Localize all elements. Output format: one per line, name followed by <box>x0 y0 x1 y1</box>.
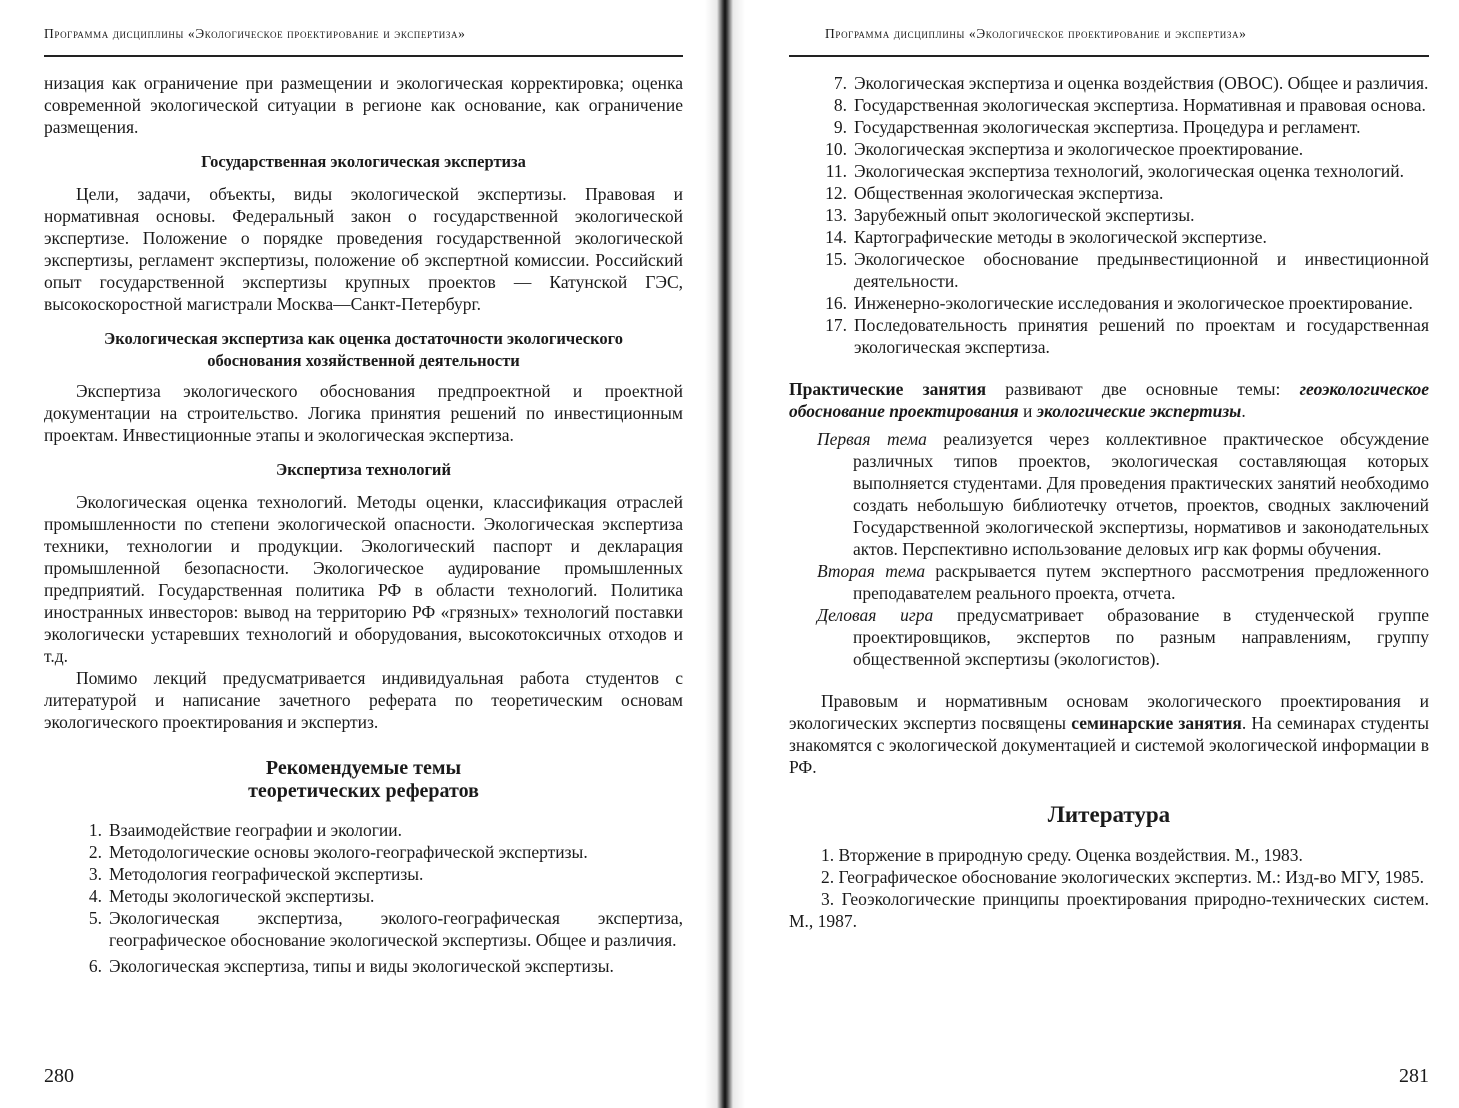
running-head: Программа дисциплины «Экологическое проектирование и экспертиза» <box>44 26 466 41</box>
list-item: 10. Экологическая экспертиза и экологическое проектирование. <box>825 139 1304 159</box>
right-page-body <box>789 72 1429 932</box>
section-heading: Экспертиза технологий <box>276 460 451 479</box>
list-item: 17. Последовательность принятия решений по проектам и государственная экологическая экспертиза. <box>825 315 1429 357</box>
list-item: 6. Экологическая экспертиза, типы и виды экологической экспертизы. <box>88 956 614 976</box>
literature-heading: Литература <box>1047 802 1171 827</box>
list-item: 13. Зарубежный опыт экологической экспертизы. <box>825 205 1195 225</box>
running-head: Программа дисциплины «Экологическое проектирование и экспертиза» <box>825 26 1247 41</box>
literature-list <box>789 844 1429 932</box>
theme-paragraph: Вторая тема раскрывается путем экспертного рассмотрения предложенного преподавателем реального проекта, отчета. <box>817 561 1429 603</box>
list-item: 14. Картографические методы в экологической экспертизе. <box>825 227 1267 247</box>
list-item: 5. Экологическая экспертиза, эколого-географическая экспертиза, географическое обоснование экологической экспертизы. Общее и различия. <box>88 908 683 950</box>
section-paragraph: Экологическая оценка технологий. Методы оценки, классификация отраслей промышленности по степени экологической опасности. Экологическая экспертиза техники, технологии и продукции. Экологический паспорт и декларация промышленной безопасности. Экологическое аудирование промышленных предприятий. Государственная политика РФ в области технологий. Политика иностранных инвесторов: вывод на территорию РФ «грязных» технологий поставки экологически устаревших технологий и оборудования, высокотоксичных отходов и т.д. <box>44 492 683 666</box>
theme-paragraph: Деловая игра предусматривает образование в студенческой группе проектировщиков, экспертов по разным направлениям, группу общественной экспертизы (экологистов). <box>817 605 1430 669</box>
section-paragraph: Цели, задачи, объекты, виды экологической экспертизы. Правовая и нормативная основы. Федеральный закон о государственной экологической экспертизе. Положение о порядке проведения государственной экологической экспертизы, регламент экспертизы, положение об экспертной комиссии. Российский опыт государственной экспертизы крупных проектов — Катунской ГЭС, высокоскоростной магистрали Москва—Санкт-Петербург. <box>44 184 683 314</box>
list-item: 15. Экологическое обоснование предынвестиционной и инвестиционной деятельности. <box>825 249 1429 291</box>
section-paragraph: Помимо лекций предусматривается индивидуальная работа студентов с литературой и написание зачетного реферата по теоретическим основам экологического проектирования и экспертиз. <box>44 668 683 732</box>
section-heading: Государственная экологическая экспертиза <box>201 152 526 171</box>
list-item: 2. Методологические основы эколого-географической экспертизы. <box>88 842 588 862</box>
left-page-body <box>44 72 683 977</box>
intro-paragraph: низация как ограничение при размещении и экологическая корректировка; оценка современной экологической ситуации в регионе как основание, как ограничение размещения. <box>44 73 683 137</box>
page-number: 280 <box>44 1065 74 1087</box>
seminar-paragraph: Правовым и нормативным основам экологического проектирования и экологических экспертиз посвящены семинарские занятия. На семинарах студенты знакомятся с экологической документацией и системой экологической информации в РФ. <box>789 691 1429 777</box>
section-heading: Экологическая экспертиза как оценка достаточности экологического обоснования хозяйственной деятельности <box>104 329 623 370</box>
right-page <box>745 0 1459 1108</box>
topics-list <box>44 819 683 977</box>
left-page <box>0 0 705 1108</box>
list-item: 4. Методы экологической экспертизы. <box>88 886 375 906</box>
list-item: 16. Инженерно-экологические исследования и экологическое проектирование. <box>825 293 1413 313</box>
list-item: 1. Взаимодействие географии и экологии. <box>88 820 403 840</box>
topics-heading <box>44 757 683 803</box>
topics-list-continued <box>789 72 1429 358</box>
header-rule <box>44 55 683 57</box>
list-item: 11. Экологическая экспертиза технологий, экологическая оценка технологий. <box>825 161 1405 181</box>
list-item: 3. Методология географической экспертизы. <box>88 864 424 884</box>
practical-paragraph: Практические занятия развивают две основные темы: геоэкологическое обоснование проектирования и экологические экспертизы. <box>789 379 1430 421</box>
list-item: 8. Государственная экологическая экспертиза. Нормативная и правовая основа. <box>833 95 1426 115</box>
topics-heading-line1: Рекомендуемые темы <box>265 757 462 779</box>
topics-heading-line2: теоретических рефератов <box>248 780 479 802</box>
list-item: 12. Общественная экологическая экспертиза. <box>825 183 1164 203</box>
literature-item: 2. Географическое обоснование экологических экспертиз. М.: Изд-во МГУ, 1985. <box>821 867 1424 887</box>
page-number: 281 <box>1399 1065 1429 1087</box>
section-paragraph: Экспертиза экологического обоснования предпроектной и проектной документации на строительство. Логика принятия решений по инвестиционным проектам. Инвестиционные этапы и экологическая экспертиза. <box>44 381 683 445</box>
literature-item: 1. Вторжение в природную среду. Оценка воздействия. М., 1983. <box>821 845 1303 865</box>
theme-paragraph: Первая тема реализуется через коллективное практическое обсуждение различных типов проектов, экологическая составляющая которых выполняется студентами. Для проведения практических занятий необходимо создать небольшую библиотечку отчетов, проектов, сводных заключений Государственной экологической экспертизы, нормативов и законодательных актов. Перспективно использование деловых игр как формы обучения. <box>817 429 1429 559</box>
book-spine <box>705 0 745 1108</box>
header-rule <box>789 55 1429 57</box>
literature-item: 3. Геоэкологические принципы проектирования природно-технических систем. М., 1987. <box>789 889 1429 931</box>
list-item: 7. Экологическая экспертиза и оценка воздействия (ОВОС). Общее и различия. <box>833 73 1429 93</box>
list-item: 9. Государственная экологическая экспертиза. Процедура и регламент. <box>833 117 1361 137</box>
